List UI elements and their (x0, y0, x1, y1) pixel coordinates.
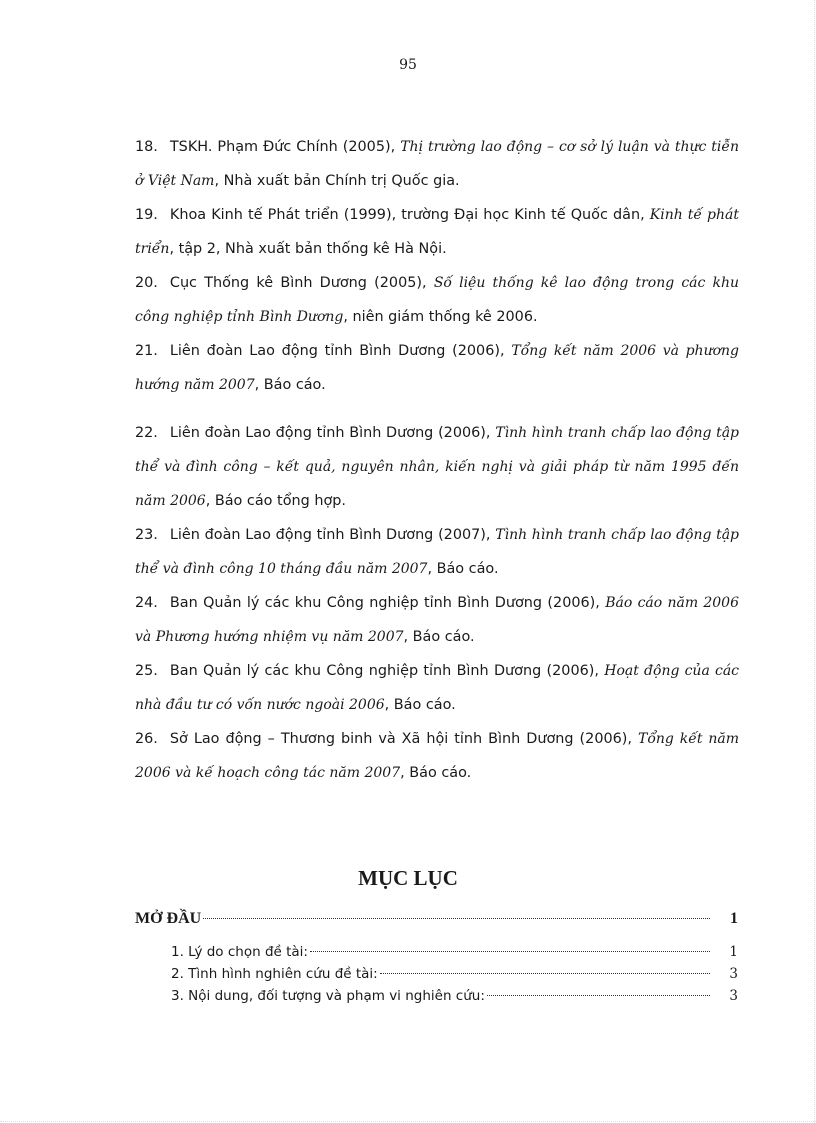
toc-entry-page: 1 (729, 944, 738, 960)
reference-title: Tổng kết năm 2006 và phương hướng năm 2007 (135, 343, 739, 393)
reference-author: Liên đoàn Lao động tỉnh Bình Dương (2006), (169, 425, 496, 441)
reference-author: Liên đoàn Lao động tỉnh Bình Dương (2006), (169, 343, 512, 359)
toc-entry-page: 3 (729, 988, 738, 1004)
reference-item (135, 130, 739, 198)
reference-title: Tình hình tranh chấp lao động tập thể và đình công 10 tháng đầu năm 2007 (135, 527, 740, 577)
reference-author: TSKH. Phạm Đức Chính (2005), (169, 139, 401, 155)
reference-item (135, 654, 739, 722)
reference-title: Tình hình tranh chấp lao động tập thể và đình công – kết quả, nguyên nhân, kiến nghị và giải pháp từ năm 1995 đến năm 2006 (135, 425, 740, 509)
reference-publisher: , Báo cáo tổng hợp. (205, 493, 346, 509)
toc-entry-intro[interactable] (135, 910, 738, 944)
toc-entry-page: 1 (730, 910, 738, 927)
toc-entry-label: 3. Nội dung, đối tượng và phạm vi nghiên cứu: (171, 988, 485, 1004)
toc-entry-page: 3 (729, 966, 738, 982)
reference-item (135, 722, 739, 790)
reference-number: 22. (135, 425, 158, 441)
reference-title: Tổng kết năm 2006 và kế hoạch công tác năm 2007 (135, 731, 739, 781)
toc-entry-label: 1. Lý do chọn đề tài: (171, 944, 308, 960)
reference-item (135, 334, 739, 402)
reference-list (135, 130, 739, 790)
reference-publisher: , Báo cáo. (384, 697, 456, 713)
reference-publisher: , tập 2, Nhà xuất bản thống kê Hà Nội. (169, 241, 447, 257)
reference-item (135, 518, 739, 586)
reference-publisher: , Nhà xuất bản Chính trị Quốc gia. (214, 173, 460, 189)
reference-author: Liên đoàn Lao động tỉnh Bình Dương (2007), (169, 527, 496, 543)
reference-title: Số liệu thống kê lao động trong các khu công nghiệp tỉnh Bình Dương (135, 275, 739, 325)
reference-number: 24. (135, 595, 158, 611)
reference-title: Báo cáo năm 2006 và Phương hướng nhiệm vụ năm 2007 (135, 595, 739, 645)
reference-number: 18. (135, 139, 158, 155)
reference-publisher: , Báo cáo. (427, 561, 499, 577)
reference-item (135, 266, 739, 334)
page-right-border (814, 0, 815, 1123)
reference-number: 20. (135, 275, 158, 291)
dot-leader (487, 995, 710, 996)
toc-entry[interactable] (135, 988, 738, 1010)
reference-publisher: , Báo cáo. (254, 377, 326, 393)
dot-leader (310, 951, 710, 952)
toc-entry[interactable] (135, 944, 738, 966)
reference-publisher: , niên giám thống kê 2006. (343, 309, 538, 325)
reference-publisher: , Báo cáo. (400, 765, 472, 781)
reference-number: 26. (135, 731, 158, 747)
reference-author: Khoa Kinh tế Phát triển (1999), trường Đại học Kinh tế Quốc dân, (169, 207, 650, 223)
dot-leader (203, 918, 710, 919)
reference-item (135, 198, 739, 266)
table-of-contents (135, 910, 738, 1010)
reference-title: Thị trường lao động – cơ sở lý luận và thực tiễn ở Việt Nam (135, 139, 740, 189)
reference-item (135, 416, 739, 518)
reference-author: Ban Quản lý các khu Công nghiệp tỉnh Bình Dương (2006), (169, 663, 605, 679)
toc-entry-label: MỞ ĐẦU (135, 910, 202, 927)
reference-author: Ban Quản lý các khu Công nghiệp tỉnh Bình Dương (2006), (169, 595, 606, 611)
reference-author: Cục Thống kê Bình Dương (2005), (169, 275, 434, 291)
reference-number: 21. (135, 343, 158, 359)
reference-author: Sở Lao động – Thương binh và Xã hội tỉnh Bình Dương (2006), (169, 731, 638, 747)
page-number: 95 (399, 57, 417, 73)
toc-title: MỤC LỤC (358, 866, 458, 890)
reference-title: Kinh tế phát triển (135, 207, 739, 257)
page-bottom-border (0, 1121, 816, 1122)
reference-number: 19. (135, 207, 158, 223)
reference-publisher: , Báo cáo. (403, 629, 475, 645)
reference-number: 23. (135, 527, 158, 543)
reference-number: 25. (135, 663, 158, 679)
toc-entry-label: 2. Tình hình nghiên cứu đề tài: (171, 966, 378, 982)
toc-entry[interactable] (135, 966, 738, 988)
reference-title: Hoạt động của các nhà đầu tư có vốn nước ngoài 2006 (135, 663, 740, 713)
reference-item (135, 586, 739, 654)
dot-leader (380, 973, 710, 974)
